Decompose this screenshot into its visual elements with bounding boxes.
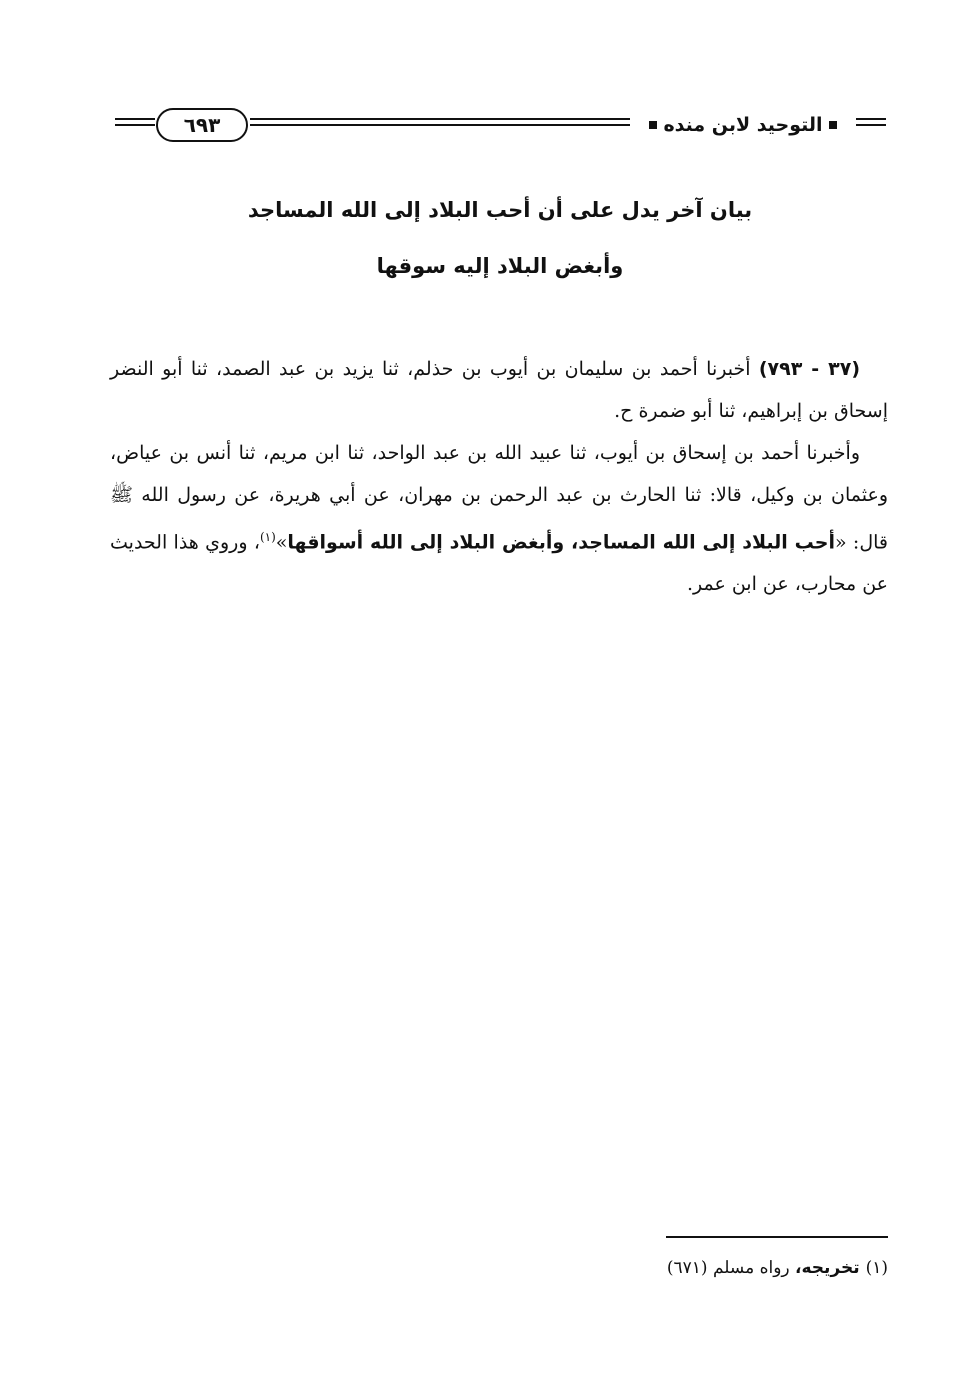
section-title-line1: بيان آخر يدل على أن أحب البلاد إلى الله المساجد	[247, 198, 753, 222]
paragraph-2-text-b: ، وروي هذا الحديث عن محارب، عن ابن عمر.	[110, 531, 888, 596]
page-number-text: ٦٩٣	[183, 113, 221, 137]
footnote-label: تخريجه،	[795, 1258, 866, 1278]
header-rule-right	[856, 118, 886, 132]
section-title-line2: وأبغض البلاد إليه سوقها	[376, 254, 624, 278]
footnote-number: (١)	[865, 1258, 888, 1278]
paragraph-2-text-a: وأخبرنا أحمد بن إسحاق بن أيوب، ثنا عبيد الله بن عبد الواحد، ثنا ابن مريم، ثنا أنس بن عياض، وعثمان بن وكيل، قالا: ثنا الحارث بن عبد الرحمن بن مهران، عن أبي هريرة، عن رسول الله ﷺ قال: «	[110, 442, 889, 554]
quote-close: »	[275, 531, 288, 554]
footnote-divider	[666, 1236, 888, 1238]
header-rule-left	[115, 118, 155, 132]
square-bullet-icon	[829, 121, 837, 129]
footnote-ref: (١)	[259, 530, 276, 544]
footnote	[110, 1258, 888, 1278]
running-title	[632, 110, 854, 140]
hadith-number: (٣٧ - ٧٩٣)	[758, 358, 861, 380]
page-number	[156, 108, 248, 142]
page-header	[110, 106, 890, 146]
paragraph-1-text: أخبرنا أحمد بن سليمان بن أيوب بن حذلم، ثنا يزيد بن عبد الصمد، ثنا أبو النضر إسحاق بن إبراهيم، ثنا أبو ضمرة ح.	[110, 358, 888, 422]
paragraph-2	[110, 432, 888, 605]
hadith-text: أحب البلاد إلى الله المساجد، وأبغض البلاد إلى الله أسواقها	[287, 531, 835, 554]
footnote-text: رواه مسلم (٦٧١)	[666, 1258, 796, 1278]
square-bullet-icon	[649, 121, 657, 129]
main-text	[110, 348, 888, 605]
header-rule-middle	[250, 118, 630, 132]
running-title-text: التوحيد لابن منده	[663, 114, 823, 136]
paragraph-1	[110, 348, 888, 432]
